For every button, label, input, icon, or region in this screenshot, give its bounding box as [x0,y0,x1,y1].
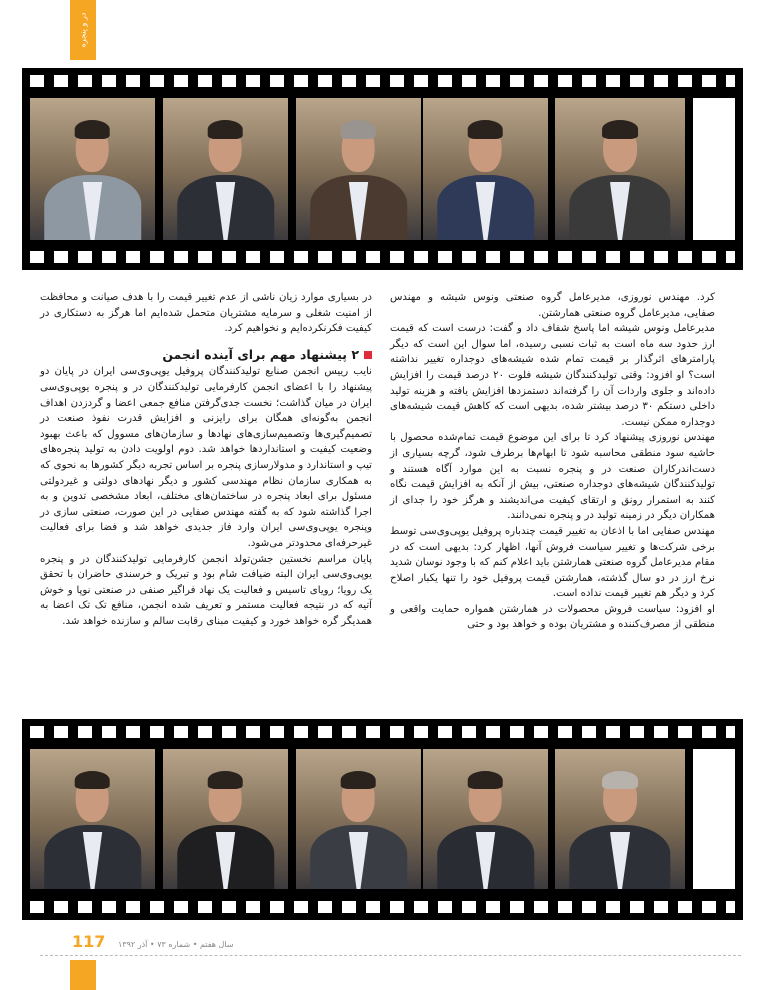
photo-frame [296,749,421,889]
person-photo [44,124,142,240]
bottom-tab [70,960,96,990]
article-column-left [40,290,372,629]
person-photo [437,124,535,240]
person-photo [310,124,408,240]
paragraph: مهندس صفایی اما با اذعان به تغییر قیمت چندباره پروفیل یوپی‌وی‌سی توسط برخی شرکت‌ها و تغییر سیاست فروش آنها، اظهار کرد: بدیهی است که در مقام مدیرعامل گروه صنعتی همارشتن باید اعلام کنم که با وجود نوسان شدید نرخ ارز در دو سال گذشته، همارشتن قیمت پروفیل خود را تنها یکبار اصلاح کرد و دیگر هم تغییر قیمت نداده است. [390,525,715,600]
paragraph: کرد. مهندس نوروزی، مدیرعامل گروه صنعتی ونوس شیشه و مهندس صفایی، مدیرعامل گروه صنعتی همارشتن. [390,292,715,319]
article-column-right [390,290,715,633]
issue-footer: سال هفتم • شماره ۷۳ • آذر ۱۳۹۲ [118,940,234,949]
section-heading [40,347,372,363]
photo-frame [555,98,685,240]
section-tab [70,0,96,60]
paragraph: مهندس نوروزی پیشنهاد کرد تا برای این موضوع قیمت تمام‌شده محصول با حاشیه سود منطقی محاسبه شود تا ابهام‌ها برطرف شود، گرچه بسیاری از دست‌اندرکاران صنعت در و پنجره نسبت به این موارد آگاه هستند و تولیدکنندگان شیشه‌های دوجداره صنعتی، بیش از آنکه به افزایش قیمت نگاه کنند به استمرار رونق و ارتقای کیفیت می‌اندیشند و هرگز خود را جدای از همکاران دیگر در زمینه تولید در و پنجره نمی‌دانند. [390,432,715,522]
film-sprockets-bottom [30,251,735,263]
person-photo [44,774,142,889]
section-tab-label: در و پنجره [78,12,88,48]
section-heading-text: ۲ پیشنهاد مهم برای آینده انجمن [162,346,359,362]
photo-frame [163,749,288,889]
photo-frame [30,749,155,889]
page-number: 117 [72,932,106,951]
top-film-strip [22,68,743,270]
person-photo [569,774,670,889]
photo-frame [423,749,548,889]
person-photo [437,774,535,889]
paragraph: او افزود: سیاست فروش محصولات در همارشتن همواره حمایت واقعی و منطقی از مصرف‌کننده و مشتریان بوده و خواهد بود و حتی [390,603,715,631]
paragraph: نایب رییس انجمن صنایع تولیدکنندگان پروفیل یوپی‌وی‌سی ایران در پایان دو پیشنهاد را با اعضای انجمن کارفرمایی تولیدکنندگان در و پنجره یوپی‌وی‌سی ایران در میان گذاشت؛ نخست جدی‌گرفتن منافع جمعی اعضا و گردزدن اهداف انجمن به‌گونه‌ای همگان برای رایزنی و افزایش قدرت نفوذ صنعت در تصمیم‌گیری‌ها وتصمیم‌سازی‌های نهادها و سازمان‌های مسوول که باعث بهبود وضعیت کیفیت و استانداردها خواهد شد. دوم اولویت دادن به تولید پنجره‌های تیپ و استاندارد و مدولارسازی پنجره بر اساس تجربه دیگر کشورها به نحوی که به همکاری سازمان نظام مهندسی کشور و دیگر نهادهای دولتی و غیردولتی مسئول برای ابعاد پنجره در ساختمان‌های مختلف، ابعاد مشخصی تدوین و به اجرا گذاشته شود که به گفته مهندس صفایی در این صورت، صنعتی سازی در وپنجره یوپی‌وی‌سی ایران وارد فاز جدیدی خواهد شد و فضا برای فعالیت غیرحرفه‌ای محدودتر می‌شود. [40,366,372,549]
person-photo [177,774,275,889]
photo-frame [30,98,155,240]
paragraph: مدیرعامل ونوس شیشه اما پاسخ شفاف داد و گفت: درست است که قیمت ارز حدود سه ماه است به ثبات نسبی رسیده، اما سوال این است که دیگر پارامترهای اثرگذار بر قیمت تمام شده شیشه‌های دوجداره تغییر نداشته است؟ او افزود: وقتی تولیدکنندگان شیشه فلوت ۲۰ درصد قیمت را افزایش داده‌اند و جلوی واردات آن را گرفته‌اند دستمزدها افزایش یافته و هزینه تولید داخلی دستکم ۳۰ درصد بیشتر شده، بدیهی است که کاهش قیمت شیشه‌های دوجداره ممکن نیست. [390,323,715,428]
bottom-film-strip [22,719,743,920]
person-photo [569,124,670,240]
film-sprockets-bottom [30,901,735,913]
film-sprockets-top [30,75,735,87]
person-photo [310,774,408,889]
photo-frame [296,98,421,240]
photo-frame [163,98,288,240]
blank-frame [693,98,735,240]
footer-divider [40,955,741,956]
photo-frame [555,749,685,889]
blank-frame [693,749,735,889]
heading-marker-icon [364,351,372,359]
paragraph: پایان مراسم نخستین جشن‌تولد انجمن کارفرمایی تولیدکنندگان در و پنجره یوپی‌وی‌سی ایران البته ضیافت شام بود و تبریک و خرسندی حاضران با تحقق یک رویا؛ رویای تاسیس و فعالیت یک نهاد فراگیر صنفی در صنعتی نوپا و خوش آتیه که در نتیجه فعالیت مستمر و تعریف شده انجمن، منافع تک تک اعضا به همدیگر گره خواهد خورد و کیفیت مبنای رقابت سالم و سازنده خواهد شد. [40,553,372,627]
person-photo [177,124,275,240]
film-sprockets-top [30,726,735,738]
paragraph: در بسیاری موارد زیان ناشی از عدم تغییر قیمت را با هدف صیانت و محافظت از امنیت شغلی و سرمایه مشتریان متحمل شده‌ایم اما هرگز به دستکاری در کیفیت فکرنکرده‌ایم و نخواهیم کرد. [40,292,372,335]
photo-frame [423,98,548,240]
